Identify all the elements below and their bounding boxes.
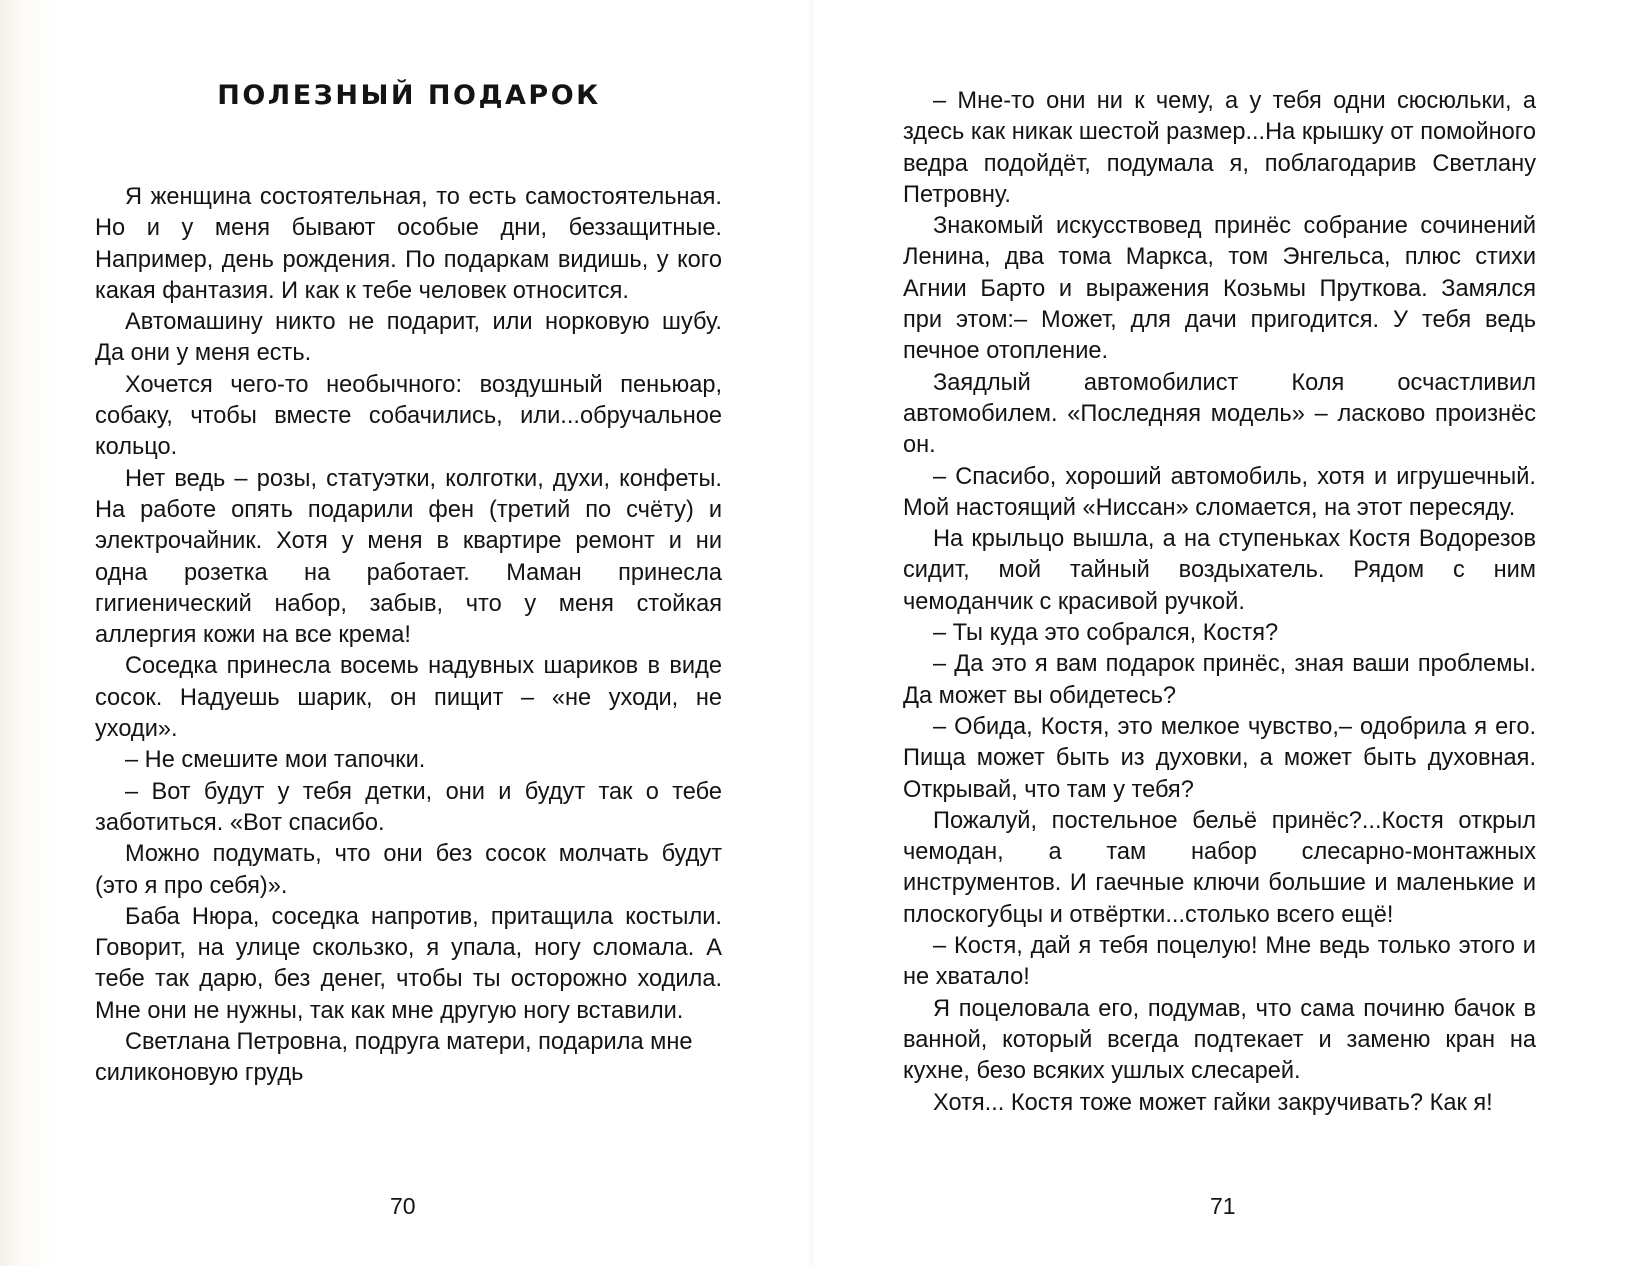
paragraph: На крыльцо вышла, а на ступеньках Костя Водорезов сидит, мой тайный воздыхатель. Рядом с ним чемоданчик с красивой ручкой. bbox=[903, 526, 1536, 615]
paragraph: Нет ведь – розы, статуэтки, колготки, духи, конфеты. На работе опять подарили фен (третий по счёту) и электрочайник. Хотя у меня в квартире ремонт и ни одна розетка на работает. Маман принесла гигиенический набор, забыв, что у меня стойкая аллергия кожи на все крема! bbox=[95, 465, 722, 649]
paragraph: Знакомый искусствовед принёс собрание сочинений Ленина, два тома Маркса, том Энгельса, плюс стихи Агнии Барто и выражения Козьмы Пруткова. Замялся при этом:– Может, для дачи пригодится. У тебя ведь печное отопление. bbox=[903, 213, 1536, 365]
paragraph: – Вот будут у тебя детки, они и будут так о тебе заботиться. «Вот спасибо. bbox=[95, 778, 722, 836]
paragraph: – Спасибо, хороший автомобиль, хотя и игрушечный. Мой настоящий «Ниссан» сломается, на этот пересяду. bbox=[903, 463, 1536, 521]
page-number-left: 70 bbox=[390, 1193, 416, 1219]
paragraph: Светлана Петровна, подруга матери, подарила мне силиконовую грудь bbox=[95, 1029, 693, 1087]
paragraph: Баба Нюра, соседка напротив, притащила костыли. Говорит, на улице скользко, я упала, ногу сломала. А тебе так дарю, без денег, чтобы ты осторожно ходила. Мне они не нужны, так как мне другую ногу вставили. bbox=[95, 903, 722, 1024]
paragraph: Можно подумать, что они без сосок молчать будут (это я про себя)». bbox=[95, 841, 722, 899]
left-page-text bbox=[95, 182, 722, 1090]
paragraph: – Ты куда это собрался, Костя? bbox=[933, 620, 1279, 647]
paragraph: – Мне-то они ни к чему, а у тебя одни сюсюльки, а здесь как никак шестой размер...На крышку от помойного ведра подойдёт, подумала я, поблагодарив Светлану Петровну. bbox=[903, 88, 1536, 208]
left-page bbox=[0, 0, 813, 1266]
paragraph: – Не смешите мои тапочки. bbox=[125, 747, 426, 774]
chapter-title: ПОЛЕЗНЫЙ ПОДАРОК bbox=[217, 80, 601, 111]
paragraph: Пожалуй, постельное бельё принёс?...Костя открыл чемодан, а там набор слесарно-монтажных инструментов. И гаечные ключи большие и маленькие и плоскогубцы и отвёртки...столько всего ещё! bbox=[903, 807, 1536, 928]
paragraph: Хочется чего-то необычного: воздушный пеньюар, собаку, чтобы вместе собачились, или...обручальное кольцо. bbox=[95, 371, 722, 461]
paragraph: Я поцеловала его, подумав, что сама починю бачок в ванной, который всегда подтекает и заменю кран на кухне, безо всяких ушлых слесарей. bbox=[903, 995, 1536, 1085]
paragraph: Я женщина состоятельная, то есть самостоятельная. Но и у меня бывают особые дни, беззащитные. Например, день рождения. По подаркам видишь, у кого какая фантазия. И как к тебе человек относится. bbox=[95, 184, 722, 304]
paragraph: – Обида, Костя, это мелкое чувство,– одобрила я его. Пища может быть из духовки, а может быть духовная. Открывай, что там у тебя? bbox=[903, 713, 1536, 803]
paragraph: Заядлый автомобилист Коля осчастливил автомобилем. «Последняя модель» – ласково произнёс он. bbox=[903, 369, 1536, 459]
paragraph: Хотя... Костя тоже может гайки закручивать? Как я! bbox=[933, 1089, 1493, 1116]
page-number-right: 71 bbox=[1210, 1193, 1236, 1219]
paragraph: – Да это я вам подарок принёс, зная ваши проблемы. Да может вы обидетесь? bbox=[903, 651, 1536, 709]
paragraph: Соседка принесла восемь надувных шариков в виде сосок. Надуешь шарик, он пищит – «не уходи, не уходи». bbox=[95, 653, 722, 743]
right-page-text bbox=[903, 86, 1536, 1119]
paragraph: Автомашину никто не подарит, или норковую шубу. Да они у меня есть. bbox=[95, 309, 722, 367]
paragraph: – Костя, дай я тебя поцелую! Мне ведь только этого и не хватало! bbox=[903, 933, 1536, 991]
